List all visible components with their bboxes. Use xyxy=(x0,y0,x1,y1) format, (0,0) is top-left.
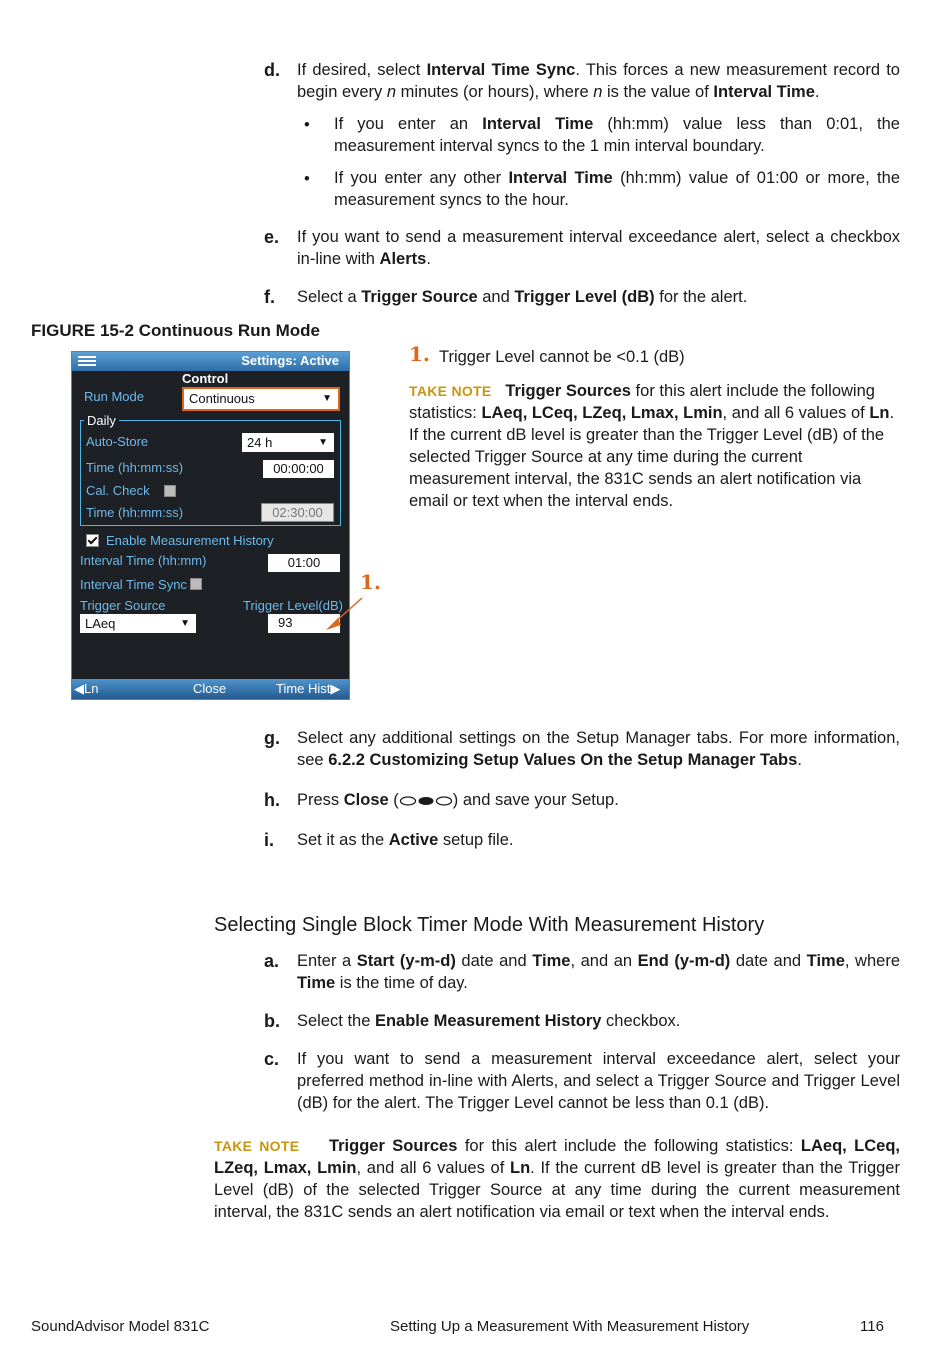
figure-take-note xyxy=(409,380,900,512)
device-top-bar xyxy=(72,352,349,371)
enable-history-label: Enable Measurement History xyxy=(106,533,274,548)
step-letter-f: f. xyxy=(264,287,275,307)
step-letter-i: i. xyxy=(264,830,275,850)
step-letter-d: d. xyxy=(264,60,280,80)
cal-check-label: Cal. Check xyxy=(86,483,150,498)
step-e-text: If you want to send a measurement interval exceedance alert, select a checkbox in-line with Alerts. xyxy=(297,228,900,268)
section-step-letter-c: c. xyxy=(264,1049,280,1069)
run-mode-label: Run Mode xyxy=(84,389,144,404)
take-note-label: TAKE NOTE xyxy=(214,1138,300,1154)
section-take-note xyxy=(214,1135,900,1223)
step-letter-g: g. xyxy=(264,728,280,748)
step-i-text: Set it as the Active setup file. xyxy=(297,831,514,849)
dropdown-arrow-icon: ▼ xyxy=(322,393,332,404)
auto-store-label: Auto-Store xyxy=(86,434,149,449)
time1-label: Time (hh:mm:ss) xyxy=(86,460,184,475)
run-mode-value: Continuous xyxy=(189,391,255,406)
dropdown-arrow-icon: ▼ xyxy=(180,618,190,629)
step-h-text-post: ) and save your Setup. xyxy=(452,791,619,809)
menu-icon[interactable] xyxy=(78,354,96,368)
callout-text: Trigger Level cannot be <0.1 (dB) xyxy=(439,348,685,366)
trigger-source-dropdown[interactable] xyxy=(80,614,196,633)
right-triangle-icon: ▶ xyxy=(330,681,341,696)
device-screen xyxy=(71,351,350,700)
section-step-letter-b: b. xyxy=(264,1011,280,1031)
ln-button[interactable] xyxy=(74,681,98,697)
step-f-text: Select a Trigger Source and Trigger Level (dB) for the alert. xyxy=(297,288,748,306)
step-d-bullet-2: If you enter any other Interval Time (hh:mm) value of 01:00 or more, the measurement syncs to the hour. xyxy=(334,169,900,209)
softkey-close-icon xyxy=(399,795,453,807)
take-note-text: Trigger Sources for this alert include the following statistics: LAeq, LCeq, LZeq, Lmax, Lmin, and all 6 values of Ln. If the current dB level is greater than the Trigger Level (dB) of the selected Trigger Source at any time during the current measurement interval, the 831C sends an alert notification via email or text when the interval ends. xyxy=(214,1137,900,1221)
step-h-text-pre: Press Close ( xyxy=(297,791,399,809)
time2-field[interactable]: 02:30:00 xyxy=(261,503,334,522)
time1-field[interactable]: 00:00:00 xyxy=(263,460,334,478)
control-label: Control xyxy=(182,371,229,386)
footer-chapter: Setting Up a Measurement With Measurement History xyxy=(390,1318,750,1335)
callout-number-on-figure: 1. xyxy=(360,570,381,594)
trigger-level-label: Trigger Level(dB) xyxy=(243,598,343,613)
bullet-dot: • xyxy=(304,116,310,134)
ln-button-label: Ln xyxy=(84,681,99,696)
device-bottom-bar xyxy=(72,679,349,699)
callout-number: 1. xyxy=(409,342,430,366)
section-step-letter-a: a. xyxy=(264,951,280,971)
left-triangle-icon: ◀ xyxy=(74,681,84,696)
step-d-text: If desired, select Interval Time Sync. This forces a new measurement record to begin every n minutes (or hours), where n is the value of Interval Time. xyxy=(297,61,900,101)
dropdown-arrow-icon: ▼ xyxy=(318,437,328,448)
daily-label: Daily xyxy=(84,413,119,429)
interval-sync-checkbox[interactable] xyxy=(190,578,202,590)
enable-history-checkbox[interactable] xyxy=(86,534,99,547)
trigger-level-field[interactable]: 93 xyxy=(268,614,340,633)
step-g-text: Select any additional settings on the Setup Manager tabs. For more information, see 6.2.2 Customizing Setup Values On the Setup Manager Tabs. xyxy=(297,729,900,769)
time-hist-button[interactable] xyxy=(276,681,340,697)
section-step-b-text: Select the Enable Measurement History checkbox. xyxy=(297,1012,681,1030)
step-d-bullet-1: If you enter an Interval Time (hh:mm) value less than 0:01, the measurement interval syncs to the 1 min interval boundary. xyxy=(334,115,900,155)
cal-check-checkbox[interactable] xyxy=(164,485,176,497)
time2-label: Time (hh:mm:ss) xyxy=(86,505,184,520)
take-note-label: TAKE NOTE xyxy=(409,383,492,399)
interval-time-field[interactable]: 01:00 xyxy=(268,554,340,572)
trigger-source-value: LAeq xyxy=(85,616,116,631)
auto-store-value: 24 h xyxy=(247,435,273,450)
take-note-text: Trigger Sources for this alert include the following statistics: LAeq, LCeq, LZeq, Lmax, Lmin, and all 6 values of Ln. If the current dB level is greater than the Trigger Level (dB) of the selected Trigger Source at any time during the current measurement interval, the 831C sends an alert notification via email or text when the interval ends. xyxy=(409,382,895,510)
footer-page-number: 116 xyxy=(860,1318,884,1335)
figure-caption: FIGURE 15-2 Continuous Run Mode xyxy=(31,321,320,340)
device-title: Settings: Active xyxy=(241,353,339,368)
bullet-dot: • xyxy=(304,170,310,188)
close-button[interactable]: Close xyxy=(193,681,227,696)
auto-store-dropdown[interactable] xyxy=(242,433,334,452)
section-heading: Selecting Single Block Timer Mode With Measurement History xyxy=(214,914,765,936)
section-step-a-text: Enter a Start (y-m-d) date and Time, and an End (y-m-d) date and Time, where Time is the time of day. xyxy=(297,952,900,992)
time-hist-button-label: Time Hist xyxy=(276,681,331,696)
callout-arrow-icon xyxy=(320,590,370,640)
step-letter-e: e. xyxy=(264,227,280,247)
trigger-source-label: Trigger Source xyxy=(80,598,166,613)
interval-time-label: Interval Time (hh:mm) xyxy=(80,553,207,568)
interval-sync-label: Interval Time Sync xyxy=(80,577,187,592)
footer-product: SoundAdvisor Model 831C xyxy=(31,1318,210,1335)
section-step-c-text: If you want to send a measurement interval exceedance alert, select your preferred method in-line with Alerts, and select a Trigger Source and Trigger Level (dB) for the alert. The Trigger Level cannot be less than 0.1 (dB). xyxy=(297,1050,900,1112)
step-h-text xyxy=(297,789,900,811)
run-mode-dropdown[interactable] xyxy=(182,387,340,411)
step-letter-h: h. xyxy=(264,790,280,810)
